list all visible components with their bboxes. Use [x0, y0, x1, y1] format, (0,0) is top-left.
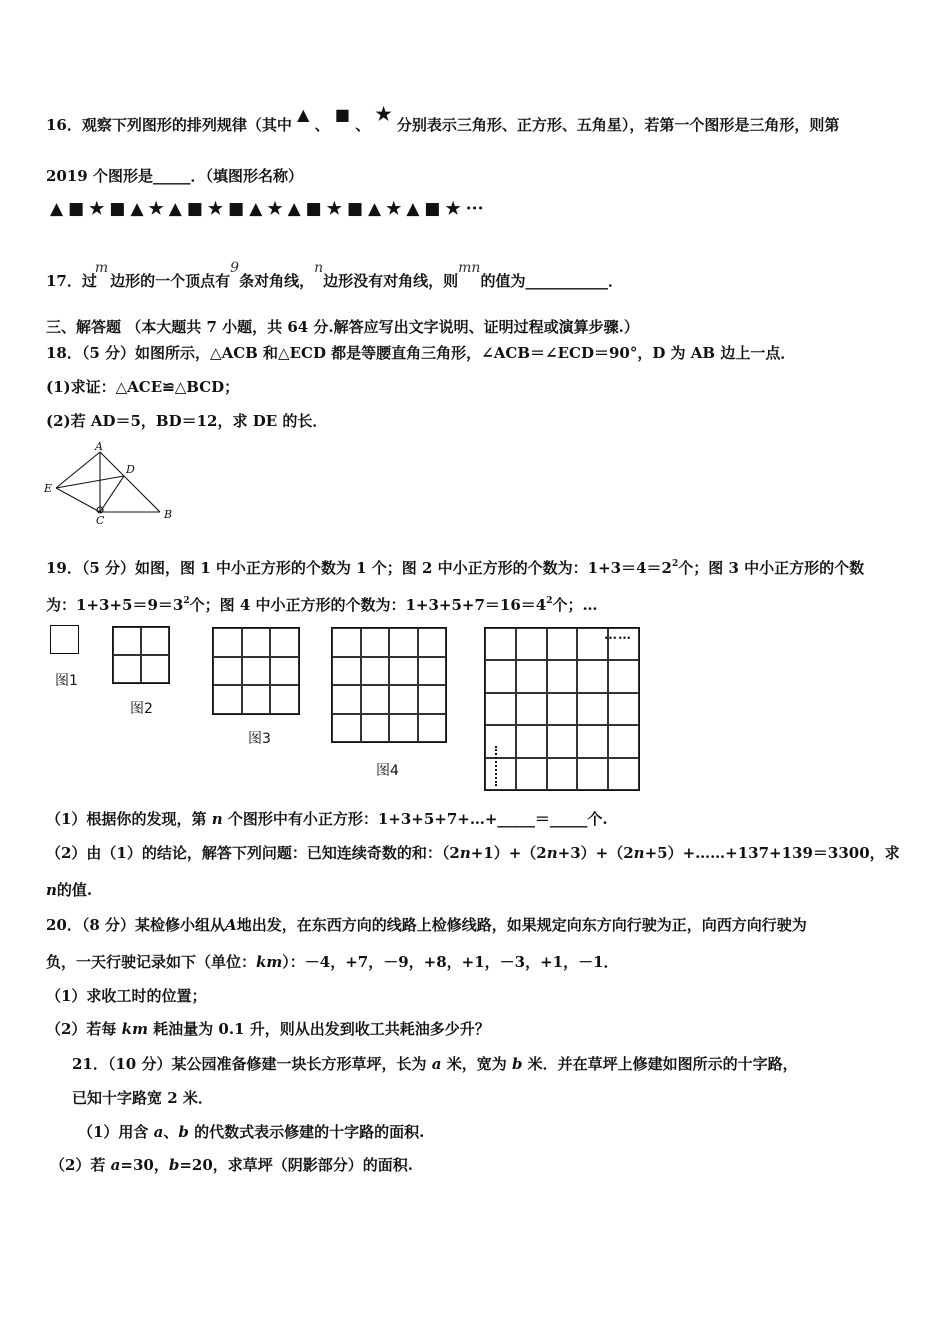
grid-cell	[516, 660, 547, 692]
q21-p1-b: 的代数式表示修建的十字路的面积.	[194, 1123, 425, 1141]
q21-part2	[50, 1155, 413, 1175]
q17-var-m: m	[94, 260, 109, 276]
q19-var-n: n	[546, 844, 558, 862]
q21-var-a: a	[110, 1156, 121, 1174]
grid-cell	[577, 725, 608, 757]
star-icon: ★	[326, 199, 342, 219]
q20-l2-a: 负，一天行驶记录如下（单位：	[46, 953, 257, 971]
q21-line2: 已知十字路宽 2 米．	[72, 1089, 213, 1107]
grid-cell	[485, 628, 516, 660]
segment-EC	[56, 488, 100, 512]
grid-cell	[213, 685, 242, 714]
q20-part1: （1）求收工时的位置；	[46, 987, 207, 1005]
grid-cell	[485, 660, 516, 692]
grid-cell	[577, 693, 608, 725]
grid-cell	[332, 714, 361, 743]
q19-p2-b: +1）+（2	[470, 844, 547, 862]
q19-part2	[46, 843, 900, 863]
q21-l1-a: 21．（10 分）某公园准备修建一块长方形草坪，长为	[72, 1055, 427, 1073]
grid-cell	[418, 628, 447, 657]
triangle-icon: ▲	[368, 199, 382, 219]
label-C: C	[96, 514, 105, 527]
triangle-icon: ▲	[130, 199, 144, 219]
q16-sep1: 、	[314, 116, 330, 134]
q21-p2-c: =20，求草坪（阴影部分）的面积.	[179, 1156, 414, 1174]
label-D: D	[126, 463, 135, 476]
figure-3-grid	[212, 627, 300, 715]
grid-cell	[418, 714, 447, 743]
grid-cell	[242, 685, 271, 714]
q19-part2-end	[46, 880, 92, 900]
q19-l2-a: 为：1+3+5＝9＝3	[46, 596, 184, 614]
q19-l1-a: 19．（5 分）如图，图 1 中小正方形的个数为 1 个；图 2 中小正方形的个数为：1+3＝4＝2	[46, 559, 672, 577]
q16-shape-sequence	[50, 199, 489, 219]
star-icon: ★	[386, 199, 402, 219]
label-E: E	[44, 482, 53, 495]
grid-cell	[389, 628, 418, 657]
grid-cell	[577, 758, 608, 790]
q20-unit-km: km	[121, 1020, 148, 1038]
grid-cell	[213, 657, 242, 686]
grid-cell	[361, 685, 390, 714]
grid-cell	[113, 627, 141, 655]
q20-l2-b: ）：－4，+7，－9，+8，+1，－3，+1，－1．	[282, 953, 619, 971]
figure-4-grid	[331, 627, 447, 743]
grid-cell	[389, 685, 418, 714]
star-icon: ★	[267, 199, 283, 219]
q17-text-1: 17．过	[46, 272, 97, 290]
triangle-icon: ▲	[287, 199, 301, 219]
q20-l1-b: 地出发，在东西方向的线路上检修线路，如果规定向东方向行驶为正，向西方向行驶为	[236, 916, 807, 934]
q21-part1: （1）用含 a、b 的代数式表示修建的十字路的面积.	[78, 1123, 425, 1141]
q19-var-n: n	[46, 881, 57, 899]
figure-1-caption: 图1	[55, 673, 78, 689]
star-icon: ★	[89, 199, 105, 219]
q18-part1: (1)求证：△ACE≌△BCD；	[46, 378, 240, 396]
q21-var-a: a	[431, 1055, 442, 1073]
q18-stem: 18．（5 分）如图所示，△ACB 和△ECD 都是等腰直角三角形，∠ACB＝∠ECD＝90°，D 为 AB 边上一点．	[46, 344, 796, 362]
q17-line	[46, 260, 623, 292]
grid-cell	[547, 725, 578, 757]
q18-part2: (2)若 AD＝5，BD＝12，求 DE 的长．	[46, 412, 328, 430]
q17-var-mn: mn	[458, 260, 481, 276]
label-A: A	[95, 440, 103, 453]
q19-p1-b: 个图形中有小正方形：1+3+5+7+…+_____＝_____个.	[227, 810, 608, 828]
triangle-icon: ▲	[168, 199, 182, 219]
square-icon: ■	[109, 199, 126, 219]
q19-l2-c: 个；…	[552, 596, 598, 614]
segment-CD	[100, 476, 124, 512]
figure-n-grid	[484, 627, 640, 791]
square-icon: ■	[228, 199, 245, 219]
q20-part2	[46, 1019, 490, 1039]
segment-AB	[100, 452, 160, 512]
q16-line2: 2019 个图形是_____．（填图形名称）	[46, 167, 303, 185]
grid-cell	[516, 693, 547, 725]
star-icon: ★	[445, 199, 461, 219]
star-icon: ★	[375, 104, 392, 125]
grid-cell	[547, 758, 578, 790]
q21-p2-b: =30，	[120, 1156, 169, 1174]
grid-cell	[389, 714, 418, 743]
q19-part1	[46, 809, 608, 829]
q20-unit-km: km	[256, 953, 283, 971]
q17-text-5: 的值为___________．	[480, 272, 623, 290]
segment-ED	[56, 476, 124, 488]
q19-l1-b: 个；图 3 中小正方形的个数	[678, 559, 865, 577]
figure-3-caption: 图3	[248, 731, 271, 747]
q20-line2	[46, 952, 619, 972]
q21-p2-a: （2）若	[50, 1156, 106, 1174]
q17-text-2: 边形的一个顶点有	[110, 272, 231, 290]
q17-text-3: 条对角线，	[239, 272, 315, 290]
q20-p2-b: 耗油量为 0.1 升，则从出发到收工共耗油多少升？	[153, 1020, 490, 1038]
segment-EA	[56, 452, 100, 488]
grid-cell	[141, 655, 169, 683]
triangle-icon: ▲	[249, 199, 263, 219]
q16-line1	[46, 104, 840, 135]
grid-cell	[608, 758, 639, 790]
q19-l2-b: 个；图 4 中小正方形的个数为：1+3+5+7＝16＝4	[189, 596, 547, 614]
grid-cell	[516, 758, 547, 790]
grid-cell	[547, 660, 578, 692]
star-icon: ★	[207, 199, 224, 219]
q19-p2-c: +3）+（2	[557, 844, 634, 862]
section-3-heading: 三、解答题 （本大题共 7 小题，共 64 分.解答应写出文字说明、证明过程或演算步骤.）	[46, 318, 639, 336]
grid-cell	[213, 628, 242, 657]
figure-4-caption: 图4	[376, 763, 399, 779]
square-icon: ■	[346, 199, 364, 219]
grid-cell	[332, 657, 361, 686]
square-icon: ■	[68, 199, 85, 219]
grid-cell	[332, 628, 361, 657]
figure-2-grid	[112, 626, 170, 684]
grid-cell	[361, 714, 390, 743]
grid-cell	[270, 628, 299, 657]
q16-sep2: 、	[355, 116, 371, 134]
figure-2-caption: 图2	[130, 701, 153, 717]
square-icon: ■	[424, 199, 441, 219]
q19-line1	[46, 554, 864, 578]
q17-text-4: 边形没有对角线，则	[323, 272, 459, 290]
grid-cell	[389, 657, 418, 686]
grid-cell	[270, 685, 299, 714]
grid-cell	[608, 725, 639, 757]
q21-var-a: a	[153, 1123, 164, 1141]
q19-var-n: n	[633, 844, 645, 862]
grid-cell	[242, 657, 271, 686]
grid-cell	[141, 627, 169, 655]
square-icon: ■	[305, 199, 322, 219]
q18-triangle-figure	[40, 440, 185, 528]
triangle-icon: ▲	[297, 105, 310, 124]
grid-cell	[516, 725, 547, 757]
q20-p2-a: （2）若每	[46, 1020, 117, 1038]
q19-var-n: n	[459, 844, 471, 862]
grid-cell	[418, 685, 447, 714]
grid-cell	[418, 657, 447, 686]
star-icon: ★	[148, 199, 164, 219]
q20-line1	[46, 915, 807, 935]
grid-cell	[242, 628, 271, 657]
q19-exp: 2	[546, 596, 553, 606]
q20-var-A: A	[225, 916, 237, 934]
sequence-ellipsis: ···	[465, 199, 484, 219]
q19-var-n: n	[211, 810, 223, 828]
grid-cell	[332, 685, 361, 714]
q19-p2-d: +5）+……+137+139＝3300，求	[644, 844, 900, 862]
grid-cell	[485, 693, 516, 725]
label-B: B	[164, 508, 173, 521]
q16-text-a: 16．观察下列图形的排列规律（其中	[46, 116, 292, 134]
grid-cell	[361, 657, 390, 686]
square-icon: ■	[186, 199, 203, 219]
figure-n-vertical-dots	[495, 746, 501, 786]
q16-text-b: 分别表示三角形、正方形、五角星），若第一个图形是三角形，则第	[396, 116, 840, 134]
q19-p2-end: 的值.	[56, 881, 93, 899]
grid-cell	[270, 657, 299, 686]
grid-cell	[516, 628, 547, 660]
q21-p1-a: （1）用含	[78, 1123, 149, 1141]
q17-var-n: n	[314, 260, 324, 276]
figure-n-horizontal-dots: ……	[604, 628, 632, 643]
q21-var-b: b	[178, 1123, 189, 1141]
q21-l1-b: 米，宽为	[446, 1055, 507, 1073]
grid-cell	[547, 628, 578, 660]
q17-num-9: 9	[230, 260, 240, 276]
grid-cell	[113, 655, 141, 683]
square-icon: ■	[334, 105, 351, 124]
grid-cell	[547, 693, 578, 725]
grid-cell	[361, 628, 390, 657]
q19-p2-a: （2）由（1）的结论，解答下列问题：已知连续奇数的和：（2	[46, 844, 460, 862]
grid-cell	[608, 693, 639, 725]
figure-1-grid	[50, 625, 79, 654]
q21-var-b: b	[168, 1156, 180, 1174]
grid-cell	[608, 660, 639, 692]
q20-l1-a: 20．（8 分）某检修小组从	[46, 916, 226, 934]
q19-exp: 2	[672, 559, 679, 569]
triangle-icon: ▲	[50, 199, 64, 219]
q21-var-b: b	[511, 1055, 523, 1073]
grid-cell	[577, 660, 608, 692]
q19-exp: 2	[183, 596, 190, 606]
q19-line2	[46, 591, 598, 615]
triangle-icon: ▲	[406, 199, 420, 219]
q19-p1-a: （1）根据你的发现，第	[46, 810, 207, 828]
q21-line1	[72, 1054, 798, 1074]
q21-l1-c: 米．并在草坪上修建如图所示的十字路，	[527, 1055, 798, 1073]
